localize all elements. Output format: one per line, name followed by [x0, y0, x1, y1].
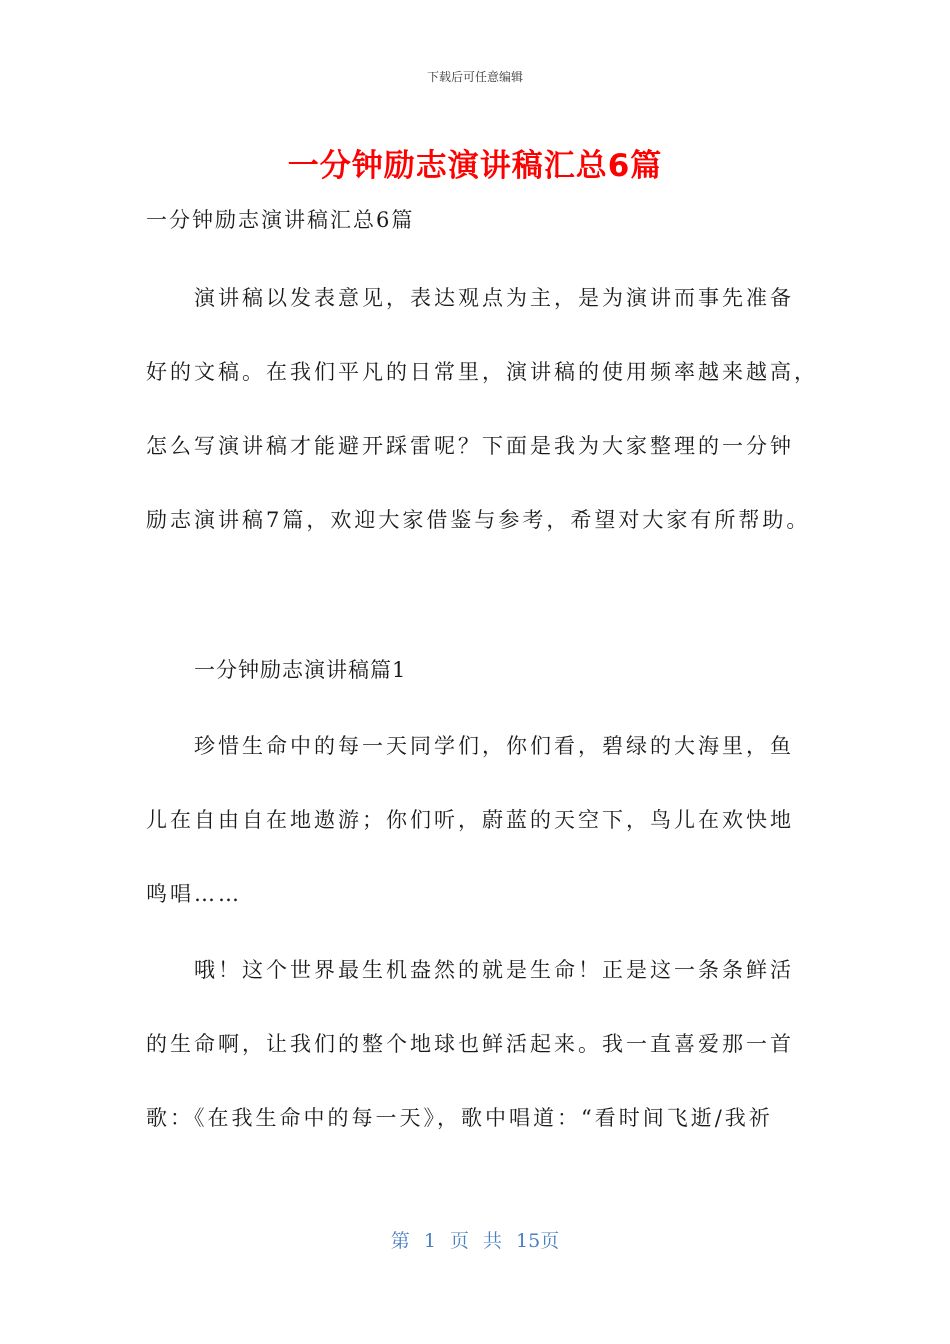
intro-line: 演讲稿以发表意见，表达观点为主，是为演讲而事先准备	[194, 286, 794, 310]
intro-line: 励志演讲稿7篇，欢迎大家借鉴与参考，希望对大家有所帮助。	[146, 508, 811, 532]
document-title: 一分钟励志演讲稿汇总6篇	[287, 148, 663, 184]
header-note: 下载后可任意编辑	[426, 70, 523, 84]
paragraph-line: 哦！这个世界最生机盎然的就是生命！正是这一条条鲜活	[194, 958, 794, 982]
paragraph-line: 儿在自由自在地遨游；你们听，蔚蓝的天空下，鸟儿在欢快地	[146, 808, 794, 832]
intro-line: 怎么写演讲稿才能避开踩雷呢？下面是我为大家整理的一分钟	[146, 434, 794, 458]
page-number-footer: 第 1 页 共 15页	[390, 1230, 560, 1252]
paragraph-line: 珍惜生命中的每一天同学们，你们看，碧绿的大海里，鱼	[194, 734, 794, 758]
paragraph-line: 的生命啊，让我们的整个地球也鲜活起来。我一直喜爱那一首	[146, 1032, 794, 1056]
paragraph-line: 歌：《在我生命中的每一天》，歌中唱道：“看时间飞逝/我祈	[146, 1106, 773, 1130]
paragraph-line: 鸣唱……	[146, 882, 242, 906]
document-subtitle: 一分钟励志演讲稿汇总6篇	[146, 208, 415, 232]
section-heading: 一分钟励志演讲稿篇1	[194, 658, 407, 682]
intro-line: 好的文稿。在我们平凡的日常里，演讲稿的使用频率越来越高，	[146, 360, 818, 384]
